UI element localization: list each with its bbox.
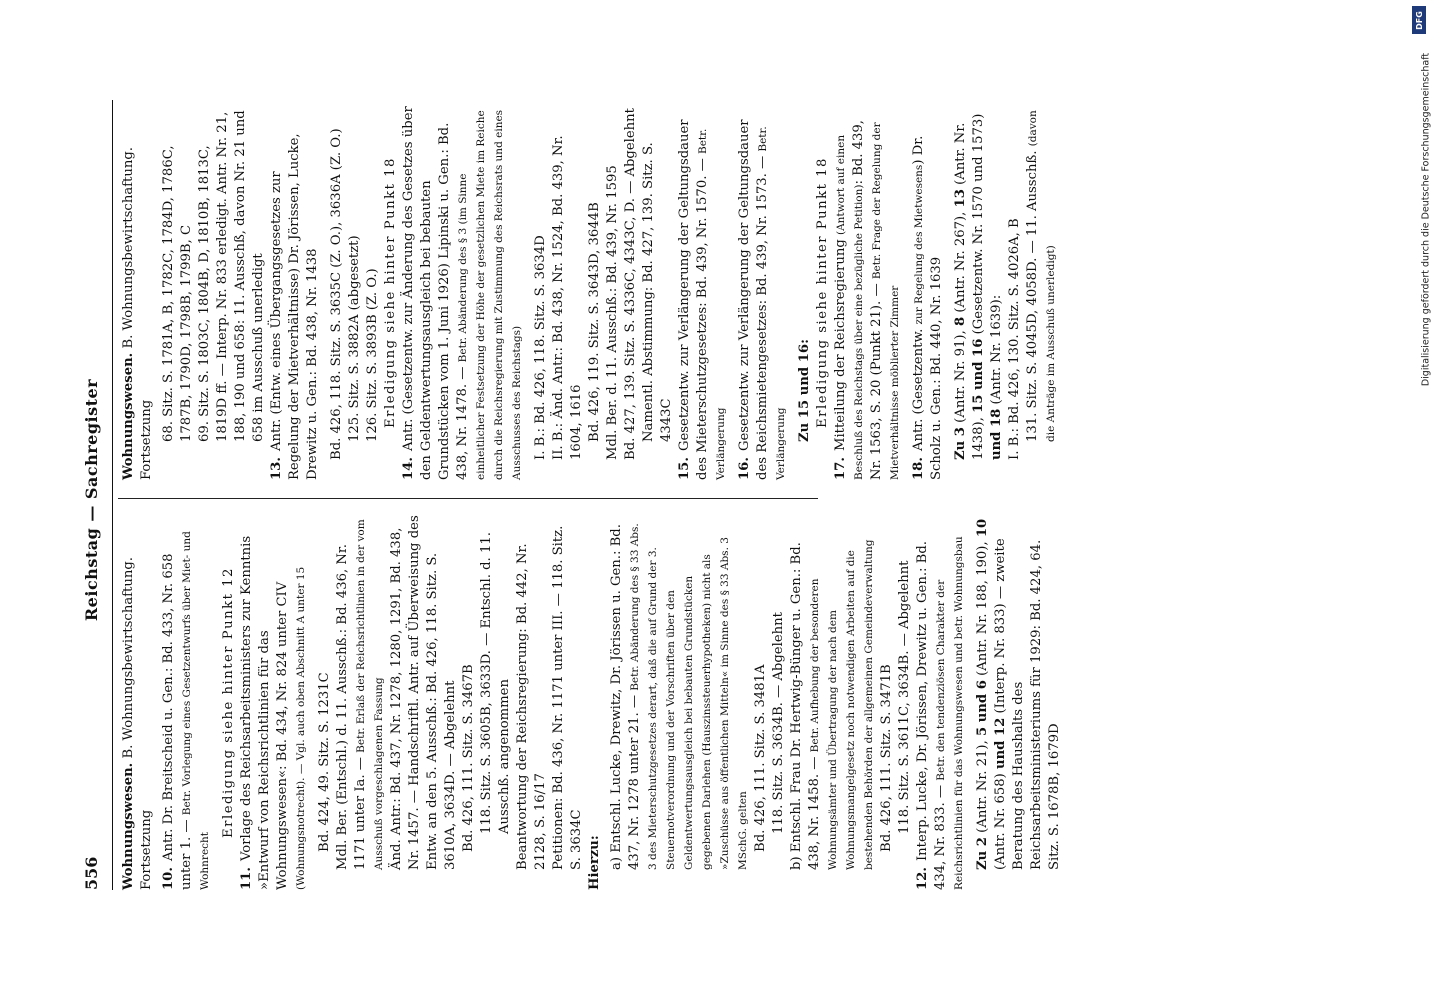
register-entry [400,105,526,480]
entry-text: (Wohnungsnotrecht). — Vgl. auch oben Abschnitt A unter 15 [295,566,307,890]
entry-text: Namentl. Abstimmung: Bd. 427, 139. Sitz. S. 4343C [641,142,674,442]
entry-text: Bd. 424, 49. Sitz. S. 1231C [317,672,332,852]
entry-text: Betr. Abänderung des § 3 (im Sinne einheitlicher Festsetzung der Höhe der gesetzlichen Miete im Reiche durch die Reichsregierung mit Zustimmung des Reichsrats und eines Ausschusses des Reichstags) [457,109,523,480]
entry-text: B. Wohnungsbewirtschaftung. Fortsetzung [121,557,154,890]
register-entry [974,515,1064,890]
digitization-note [1419,40,1433,400]
entry-text: Änd. Antr.: Bd. 437, Nr. 1278, 1280, 1291, Bd. 438, Nr. 1457. — Handschriftl. Antr. auf Überweisung des Entw. an den 5. Ausschß.: Bd. 426, 118. Sitz. S. 3610A, 3634D. — Abgelehnt [389,515,458,870]
register-entry [268,105,322,480]
entry-text: Antr. (Entw. eines Übergangsgesetzes zur Regelung der Mietverhältnisse) Dr. Jörissen, Lucke, Drewitz u. Gen.: Bd. 438, Nr. 1438 [269,133,320,480]
column-divider [118,498,818,499]
entry-number: 12. [915,867,930,890]
entry-text: Betr. Erlaß der Reichsrichtlinien in der vom Ausschuß vorgeschlagenen Fassung [355,519,385,870]
page-number: 556 [82,856,101,890]
register-entry [238,515,310,890]
entry-text: Erledigung siehe hinter Punkt 12 [221,567,236,838]
register-entry [460,515,478,890]
entry-number: 14. [401,457,416,480]
entry-number: 13. [269,457,284,480]
entry-text: 131. Sitz. S. 4045D, 4058D. — 11. Ausschß. [1025,146,1040,442]
register-entry [550,515,586,890]
entry-text: Petitionen: Bd. 436, Nr. 1171 unter III. — 118. Sitz. S. 3634C [551,525,584,870]
register-entry [1024,105,1060,480]
page-title: Reichstag — Sachregister [82,378,101,622]
entry-text: Betr. Abänderung des § 33 Abs. 3 des Mieterschutzgesetzes derart, daß die auf Grund der 3. Steuernotverordnung und der Vorschriften über den Geldentwertungsausgleich bei bebauten Grundstücken gegebenen Darlehen (Hauszinssteuerhypotheken) nicht als »Zuschüsse aus öffentlichen Mitteln« im Sinne des § 33 Abs. 3 MSchG. gelten [629,523,749,870]
register-entry [832,105,904,480]
entry-text: 125. Sitz. S. 3882A (abgesetzt) [347,235,362,442]
entry-text: Vorlage des Reichsarbeitsministers zur Kenntnis »Entwurf von Reichsrichtlinien für das Wohnungswesen«: Bd. 434, Nr. 824 unter CIV [239,535,290,890]
register-entry [586,105,604,480]
entry-text: Wohnungswesen. [121,352,136,480]
register-entry [914,515,968,890]
register-entry [550,105,586,480]
register-entry [328,105,346,480]
entry-text: Antr. (Gesetzentw. [911,324,926,452]
entry-text: I. B.: Bd. 426, 118. Sitz. S. 3634D [533,235,548,460]
entry-text: (Antr. Nr. 267), [953,207,968,317]
register-entry [770,515,788,890]
register-entry [388,515,460,890]
register-entry [120,105,156,480]
entry-text: Antr. (Gesetzentw. zur Änderung des Gesetzes über den Geldentwertungsausgleich bei bebauten Grundstücken vom 1. Juni 1926) Lipinski u. Gen.: Bd. 438, Nr. 1478. — [401,106,470,480]
register-entry [514,515,550,890]
entry-text: Beantwortung der Reichsregierung: Bd. 442, Nr. 2128, S. 16/17 [515,543,548,870]
register-entry [478,515,514,890]
entry-number: 11. [239,867,254,890]
entry-text: B. Wohnungsbewirtschaftung. Fortsetzung [121,147,154,480]
entry-text: 15 und 16 [971,338,986,413]
entry-text: 13 [953,189,968,208]
entry-text: ) Dr. Scholz u. Gen.: Bd. 440, Nr. 1639 [911,135,944,480]
register-entry [316,515,334,890]
register-entry [334,515,388,890]
register-entry [382,105,400,480]
entry-number: 18. [911,457,926,480]
register-entry [622,105,640,480]
register-entry [220,515,238,890]
entry-text: (Antr. Nr. 91), [953,326,968,428]
entry-text: (Antr. Nr. 658) [993,769,1008,870]
entry-number: 16. [737,457,752,480]
entry-text: 10 [975,518,990,538]
entry-text: Mitteilung der Reichsregierung [833,235,848,452]
entry-text: (Antr. Nr. 21), [975,736,990,838]
entry-text: (Antr. Nr. 188, 190), [975,537,990,681]
entry-text: und 18 [989,408,1004,460]
entry-text: Betr. Verlängerung [697,128,727,480]
entry-text: Bd. 426, 111. Sitz. S. 3467B [461,664,476,852]
register-entry [1006,105,1024,480]
entry-text: 8 [953,316,968,327]
entry-text: : Bd. 439, Nr. 1563, S. 20 (Punkt 21). — [851,120,884,480]
register-entry [160,515,214,890]
entry-text: (davon die Anträge im Ausschuß unerledigt) [1027,110,1057,442]
entry-text: (Antr. Nr. 1639): [989,294,1004,409]
entry-text: Zu 15 und 16: [797,339,812,442]
register-entry [796,105,814,480]
entry-text: a) Entschl. Lucke, Drewitz, Dr. Jörissen u. Gen.: Bd. 437, Nr. 1278 unter 21. — [609,524,642,870]
register-entry [586,515,604,890]
right-column [120,105,1057,480]
left-column [120,515,1062,890]
entry-text: b) Entschl. Frau Dr. Hertwig-Bünger u. Gen.: Bd. 438, Nr. 1458. — [789,542,822,870]
entry-text: Erledigung siehe hinter Punkt 18 [815,157,830,428]
entry-text: I. B.: Bd. 426, 130. Sitz. S. 4026A, B [1007,218,1022,460]
entry-text: Betr. Vorlegung eines Gesetzentwurfs über Miet- und Wohnrecht [181,531,211,890]
register-entry [736,105,790,480]
entry-text: (Gesetzentw. Nr. 1570 und 1573) [971,113,986,339]
register-entry [896,515,914,890]
entry-text: II. B.: Änd. Antr.: Bd. 438, Nr. 1524, Bd. 439, Nr. 1604, 1616 [551,135,584,460]
entry-text: Bd. 426, 118. Sitz. S. 3635C (Z. O.), 3636A (Z. O.) [329,128,344,460]
entry-text: (Antr. Nr. 1438), [953,122,986,460]
entry-text: 118. Sitz. S. 3611C, 3634B. — Abgelehnt [897,560,912,834]
register-entry [532,105,550,480]
entry-text: 68. Sitz. S. 1781A, B, 1782C, 1784D, 1786C, 1787B, 1790D, 1798B, 1799B, C [161,145,194,442]
register-entry [120,515,156,890]
entry-text: Zu 3 [953,427,968,460]
dfg-logo-text: DFG [1414,10,1424,30]
entry-text: Mdl. Ber. d. 11. Ausschß.: Bd. 439, Nr. 1595 [605,165,620,460]
entry-text: Betr. Verlängerung [757,126,787,480]
register-entry [364,105,382,480]
register-entry [640,105,676,480]
register-entry [878,515,896,890]
entry-text: 118. Sitz. S. 3605B, 3633D. — Entschl. d. 11. Ausschß. angenommen [479,532,512,834]
entry-text: und 12 [993,717,1008,770]
entry-text: Bd. 427, 139. Sitz. S. 4336C, 4343C, D. — Abgelehnt [623,108,638,460]
register-entry [604,105,622,480]
entry-text: Gesetzentw. zur Verlängerung der Geltungsdauer des Mieterschutzgesetzes: Bd. 439, Nr. 1570. — [677,119,710,480]
entry-text: Hierzu: [587,835,602,890]
entry-number: 17. [833,457,848,480]
entry-text: Antr. Dr. Breitscheid u. Gen.: Bd. 433, Nr. 658 unter 1. — [161,553,194,890]
register-entry [952,105,1006,480]
digitization-note-text: Digitalisierung gefördert durch die Deutsche Forschungsgemeinschaft [1420,52,1432,387]
entry-text: (Antwort auf einen Beschluß des Reichstags über eine bezügliche Petition) [835,134,865,480]
entry-text: Betr. den tendenziösen Charakter der Reichsrichtlinien für das Wohnungswesen und betr. Wohnungsbau [935,536,965,890]
entry-text: Betr. Frage der Regelung der Mietverhältnisse möblierter Zimmer [871,122,901,480]
register-entry [676,105,730,480]
entry-text: Zu 2 [975,837,990,870]
page-header [82,5,104,995]
entry-text: 69. Sitz. S. 1803C, 1804B, D, 1810B, 1813C, 1819D ff. — Interp. Nr. 833 erledigt. Antr. Nr. 21, 188, 190 und 658: 11. Ausschß, davon Nr. 21 und 658 im Ausschuß unerledigt [197,110,266,442]
rotated-register-page [0,5,1434,995]
entry-number: 10. [161,867,176,890]
header-rule [112,100,113,890]
entry-number: 15. [677,457,692,480]
dfg-logo [1412,6,1426,34]
register-entry [346,105,364,480]
entry-text: Bd. 426, 111. Sitz. S. 3481A [753,664,768,852]
entry-text: Betr. Aufhebung der besonderen Wohnungsämter und Übertragung der nach dem Wohnungsmangelgesetz noch notwendigen Arbeiten auf die bestehenden Behörden der allgemeinen Gemeindeverwaltung [809,539,875,870]
entry-text: Bd. 426, 111. Sitz. S. 3471B [879,664,894,852]
entry-text: Erledigung siehe hinter Punkt 18 [383,157,398,428]
entry-text: Wohnungswesen. [121,762,136,890]
entry-text: Interp. Lucke, Dr. Jörissen, Drewitz u. Gen.: Bd. 434, Nr. 833. — [915,541,948,890]
register-entry [788,515,878,890]
entry-text: Bd. 426, 119. Sitz. S. 3643D, 3644B [587,202,602,442]
register-entry [910,105,946,480]
register-entry [160,105,196,480]
entry-text: Gesetzentw. zur Verlängerung der Geltungsdauer des Reichsmietengesetzes: Bd. 439, Nr. 1573. — [737,119,770,480]
register-entry [196,105,268,480]
entry-text: 5 und 6 [975,680,990,737]
entry-text: zur Regelung des Mietwesens [913,164,925,325]
entry-text: 126. Sitz. S. 3893B (Z. O.) [365,268,380,442]
register-entry [752,515,770,890]
entry-text: Mdl. Ber. (Entschl.) d. 11. Ausschß.: Bd. 436, Nr. 1171 unter Ia. — [335,544,368,870]
register-entry [814,105,832,480]
register-entry [608,515,752,890]
entry-text: 118. Sitz. S. 3634B. — Abgelehnt [771,612,786,834]
entry-text: (Interp. Nr. 833) — zweite Beratung des Haushalts des Reichsarbeitsministeriums für 1929: Bd. 424, 64. Sitz. S. 1678B, 1679D [993,538,1062,870]
